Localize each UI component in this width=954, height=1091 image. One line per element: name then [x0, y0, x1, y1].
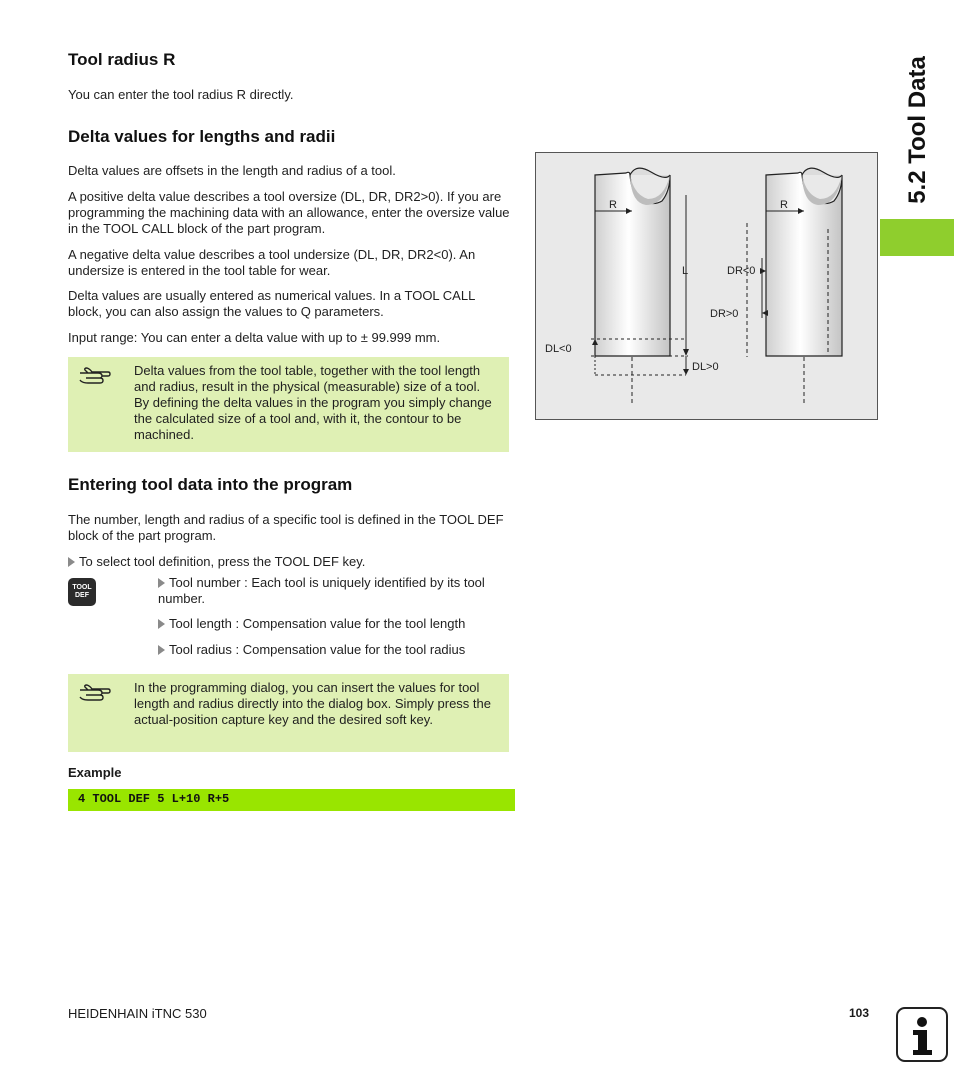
step-arrow-icon [68, 557, 75, 567]
tool-def-key[interactable] [68, 578, 96, 606]
delta-paragraph-2: A positive delta value describes a tool oversize (DL, DR, DR2>0). If you are programming the machining data with an allowance, enter the oversize value in the TOOL CALL block of the part program. [68, 189, 510, 236]
delta-paragraph-3: A negative delta value describes a tool undersize (DL, DR, DR2<0). An undersize is entered in the tool table for wear. [68, 247, 476, 278]
delta-paragraph-1: Delta values are offsets in the length and radius of a tool. [68, 163, 396, 178]
tool-def-key-line2: DEF [75, 592, 89, 599]
heading-entering-tool-data: Entering tool data into the program [68, 475, 353, 494]
footer-product: HEIDENHAIN iTNC 530 [68, 1006, 207, 1021]
left-tool-shape [595, 168, 670, 356]
chapter-side-label [880, 56, 954, 210]
label-dr-negative: DR<0 [727, 265, 756, 277]
code-example-text: 4 TOOL DEF 5 L+10 R+5 [78, 792, 230, 806]
note-box-dialog [68, 674, 509, 752]
tool-delta-diagram [536, 153, 877, 419]
delta-paragraph-4: Delta values are usually entered as numerical values. In a TOOL CALL block, you can also assign the values to Q parameters. [68, 288, 475, 319]
entering-step [68, 554, 510, 570]
entering-step-text: To select tool definition, press the TOOL DEF key. [79, 554, 366, 569]
label-dl-negative: DL<0 [545, 343, 572, 355]
sub-arrow-icon [158, 578, 165, 588]
pointing-hand-icon [78, 365, 112, 387]
right-tool-shape [766, 168, 842, 356]
code-example-bar [68, 789, 515, 811]
sub-item-tool-radius-text: Tool radius : Compensation value for the tool radius [169, 642, 466, 657]
note-box-delta [68, 357, 509, 452]
sub-arrow-icon [158, 645, 165, 655]
note-text-delta: Delta values from the tool table, together with the tool length and radius, result in the physical (measurable) size of a tool. By defining the delta values in the program you simply change the calculated size of a tool and, with it, the contour to be machined. [134, 363, 492, 442]
sub-item-tool-number-text: Tool number : Each tool is uniquely identified by its tool number. [158, 575, 485, 606]
entering-paragraph-1: The number, length and radius of a specific tool is defined in the TOOL DEF block of the part program. [68, 512, 504, 543]
label-dr-positive: DR>0 [710, 308, 739, 320]
chapter-title: 5.2 Tool Data [904, 56, 931, 204]
chapter-tab-marker [880, 219, 954, 256]
tool-radius-text: You can enter the tool radius R directly. [68, 87, 294, 102]
heading-tool-radius: Tool radius R [68, 50, 176, 69]
info-icon [896, 1007, 948, 1062]
page-number: 103 [849, 1006, 870, 1020]
label-dl-positive: DL>0 [692, 361, 719, 373]
note-text-dialog: In the programming dialog, you can insert the values for tool length and radius directly into the dialog box. Simply press the actual-position capture key and the desired soft key. [134, 680, 491, 727]
sub-item-tool-number [158, 575, 508, 607]
label-r-left: R [609, 199, 617, 211]
tool-def-key-line1: TOOL [72, 584, 92, 591]
heading-delta-values: Delta values for lengths and radii [68, 127, 336, 146]
example-label: Example [68, 765, 122, 780]
sub-arrow-icon [158, 619, 165, 629]
sub-item-tool-radius [158, 642, 508, 658]
label-r-right: R [780, 199, 788, 211]
sub-item-tool-length [158, 616, 508, 632]
sub-item-tool-length-text: Tool length : Compensation value for the tool length [169, 616, 466, 631]
delta-paragraph-5: Input range: You can enter a delta value with up to ± 99.999 mm. [68, 330, 441, 345]
tool-delta-figure [535, 152, 878, 420]
pointing-hand-icon [78, 682, 112, 704]
label-length: L [682, 265, 689, 277]
